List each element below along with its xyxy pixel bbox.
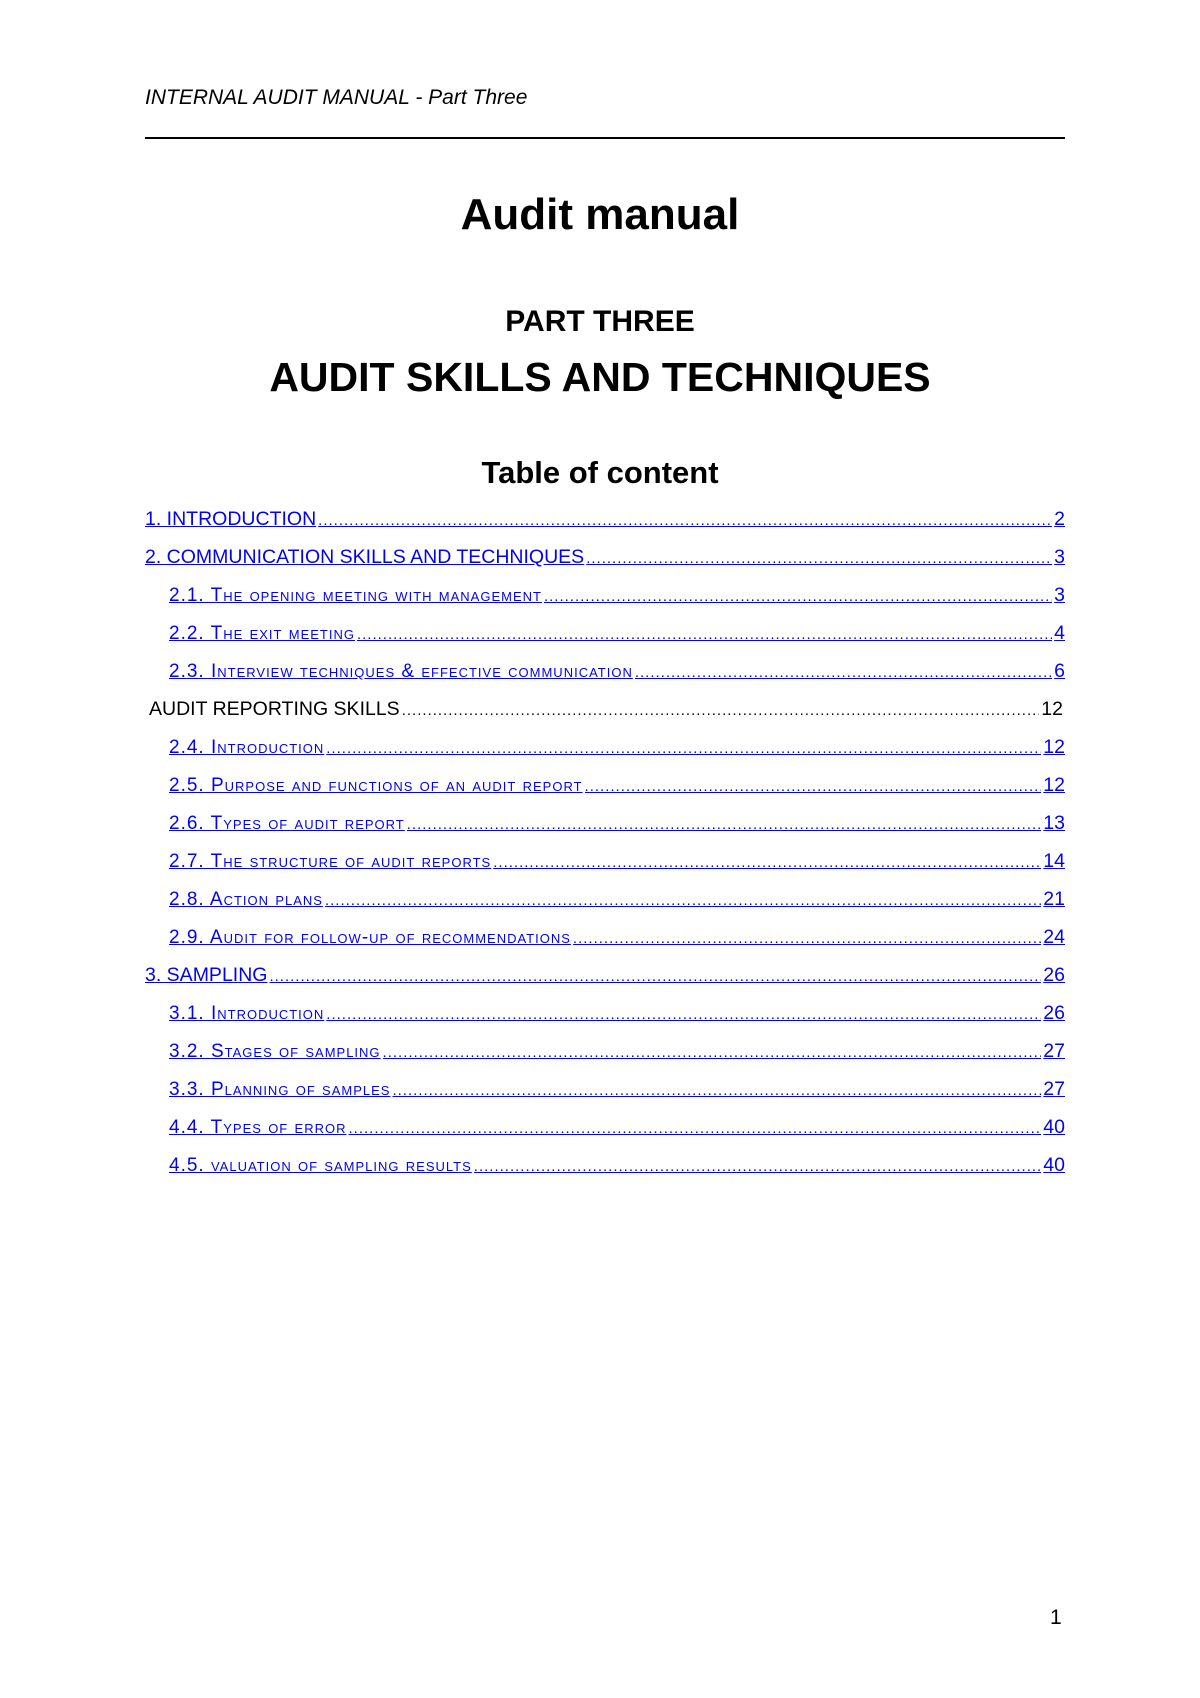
toc-entry-page: 4: [1054, 622, 1065, 644]
toc-leader-dots: [325, 882, 1041, 918]
toc-leader-dots: [493, 844, 1041, 880]
toc-entry-page: 6: [1054, 660, 1065, 682]
toc-entry-text: 3. SAMPLING: [145, 964, 268, 986]
toc-entry-opening-meeting[interactable]: [145, 576, 1065, 614]
toc-entry-action-plans[interactable]: [145, 880, 1065, 918]
toc-leader-dots: [269, 958, 1041, 994]
toc-leader-dots: [544, 578, 1052, 614]
toc-entry-page: 14: [1043, 850, 1065, 872]
toc-entry-text: 2.7. The structure of audit reports: [169, 851, 492, 872]
toc-heading: Table of content: [481, 455, 719, 490]
toc-entry-page: 24: [1043, 926, 1065, 948]
toc-entry-valuation-of-results[interactable]: [145, 1146, 1065, 1184]
page-number: 1: [1050, 1606, 1062, 1629]
toc-entry-page: 12: [1041, 698, 1063, 720]
toc-entry-text: 2.9. Audit for follow-up of recommendations: [169, 927, 571, 948]
toc-entry-page: 12: [1043, 774, 1065, 796]
toc-leader-dots: [392, 1072, 1041, 1108]
toc-entry-text: 3.3. Planning of samples: [169, 1079, 391, 1100]
toc-entry-text: 2.2. The exit meeting: [169, 623, 355, 644]
table-of-contents: [145, 500, 1065, 1184]
toc-entry-sampling[interactable]: [145, 956, 1065, 994]
part-label: PART THREE: [505, 305, 695, 338]
toc-entry-planning-of-samples[interactable]: [145, 1070, 1065, 1108]
toc-entry-text: 2.1. The opening meeting with management: [169, 585, 542, 606]
toc-entry-text: 2.5. Purpose and functions of an audit report: [169, 775, 583, 796]
toc-leader-dots: [326, 996, 1041, 1032]
toc-entry-types-of-audit-report[interactable]: [145, 804, 1065, 842]
part-title: AUDIT SKILLS AND TECHNIQUES: [269, 354, 931, 400]
toc-entry-page: 3: [1054, 584, 1065, 606]
toc-leader-dots: [318, 502, 1052, 538]
toc-leader-dots: [635, 654, 1052, 690]
toc-leader-dots: [573, 920, 1041, 956]
toc-entry-stages-of-sampling[interactable]: [145, 1032, 1065, 1070]
toc-entry-introduction[interactable]: [145, 500, 1065, 538]
toc-entry-page: 40: [1043, 1116, 1065, 1138]
toc-entry-text: 2.8. Action plans: [169, 889, 323, 910]
toc-leader-dots: [586, 540, 1052, 576]
header-divider: [145, 137, 1065, 139]
toc-entry-exit-meeting[interactable]: [145, 614, 1065, 652]
toc-entry-text: 3.1. Introduction: [169, 1003, 325, 1024]
toc-entry-text: 1. INTRODUCTION: [145, 508, 317, 530]
toc-leader-dots: [474, 1148, 1042, 1184]
toc-entry-text: 4.5. valuation of sampling results: [169, 1155, 472, 1176]
toc-entry-page: 13: [1043, 812, 1065, 834]
toc-entry-purpose-functions[interactable]: [145, 766, 1065, 804]
toc-entry-page: 27: [1043, 1078, 1065, 1100]
toc-entry-text: 3.2. Stages of sampling: [169, 1041, 381, 1062]
toc-entry-page: 21: [1043, 888, 1065, 910]
toc-leader-dots: [348, 1110, 1041, 1146]
toc-leader-dots: [357, 616, 1052, 652]
running-header: INTERNAL AUDIT MANUAL - Part Three: [145, 86, 528, 109]
toc-entry-text: 2. COMMUNICATION SKILLS AND TECHNIQUES: [145, 546, 585, 568]
toc-entry-page: 40: [1043, 1154, 1065, 1176]
toc-entry-text: 2.3. Interview techniques & effective communication: [169, 661, 633, 682]
toc-entry-page: 26: [1043, 964, 1065, 986]
toc-entry-text: 4.4. Types of error: [169, 1117, 347, 1138]
toc-leader-dots: [402, 692, 1040, 728]
toc-entry-follow-up-audit[interactable]: [145, 918, 1065, 956]
document-title: Audit manual: [460, 190, 740, 239]
toc-entry-communication-skills[interactable]: [145, 538, 1065, 576]
toc-entry-reporting-introduction[interactable]: [145, 728, 1065, 766]
toc-entry-interview-techniques[interactable]: [145, 652, 1065, 690]
toc-entry-sampling-introduction[interactable]: [145, 994, 1065, 1032]
toc-entry-page: 27: [1043, 1040, 1065, 1062]
toc-leader-dots: [326, 730, 1041, 766]
toc-entry-types-of-error[interactable]: [145, 1108, 1065, 1146]
toc-entry-text: 2.4. Introduction: [169, 737, 325, 758]
toc-leader-dots: [585, 768, 1042, 804]
toc-leader-dots: [407, 806, 1042, 842]
toc-leader-dots: [383, 1034, 1042, 1070]
toc-entry-page: 26: [1043, 1002, 1065, 1024]
toc-entry-text: AUDIT REPORTING SKILLS: [149, 698, 400, 720]
toc-entry-audit-reporting-skills: [145, 690, 1065, 728]
toc-entry-page: 2: [1054, 508, 1065, 530]
toc-entry-text: 2.6. Types of audit report: [169, 813, 405, 834]
toc-entry-page: 3: [1054, 546, 1065, 568]
toc-entry-page: 12: [1043, 736, 1065, 758]
toc-entry-report-structure[interactable]: [145, 842, 1065, 880]
